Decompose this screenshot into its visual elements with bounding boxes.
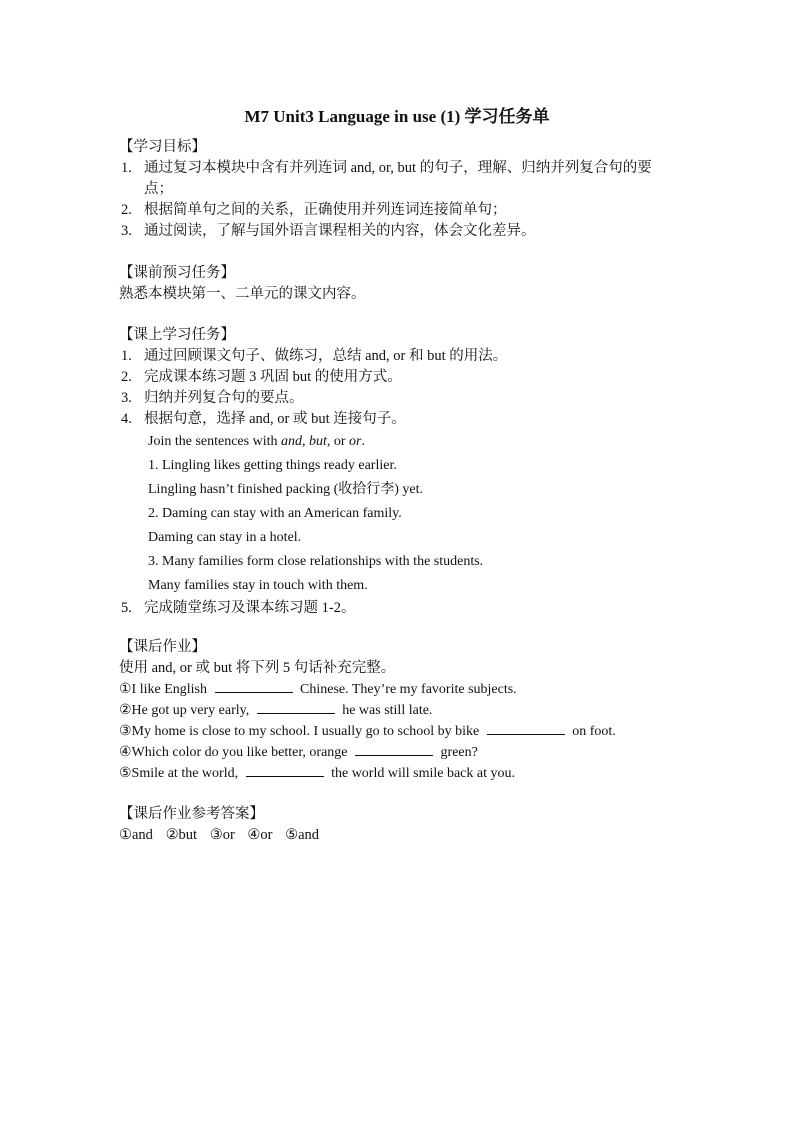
join-sep: ,: [301, 434, 309, 449]
join-sep: , or: [326, 434, 350, 449]
objective-item: [119, 158, 679, 200]
homework-text: the world will smile back at you.: [327, 766, 516, 781]
objective-number: 2.: [121, 202, 132, 218]
answers-list: [119, 825, 679, 846]
page-title: M7 Unit3 Language in use (1) 学习任务单: [244, 107, 550, 126]
homework-text: Chinese. They’re my favorite subjects.: [296, 682, 517, 697]
homework-heading: 【课后作业】: [119, 639, 206, 655]
join-instruction: [119, 430, 679, 454]
classwork-item: [119, 367, 679, 388]
join-word-and: and: [280, 434, 302, 449]
classwork-text: 完成随堂练习及课本练习题 1-2。: [144, 600, 356, 616]
homework-item: [119, 700, 679, 721]
classwork-item: [119, 409, 679, 430]
answers-section: [119, 804, 679, 846]
join-word-or: or: [349, 434, 362, 449]
answer-blank[interactable]: [355, 742, 433, 756]
classwork-section: [119, 325, 679, 619]
homework-item: [119, 679, 679, 700]
answer-item: ③or: [209, 827, 235, 843]
classwork-heading: 【课上学习任务】: [119, 327, 235, 343]
preview-heading: 【课前预习任务】: [119, 265, 235, 281]
homework-text: he was still late.: [338, 703, 433, 718]
homework-text: ⑤Smile at the world,: [119, 766, 242, 781]
homework-item: [119, 763, 679, 784]
objectives-section: [119, 137, 679, 242]
classwork-number: 3.: [121, 390, 132, 406]
preview-text: 熟悉本模块第一、二单元的课文内容。: [119, 286, 366, 302]
homework-section: [119, 637, 679, 784]
classwork-number: 4.: [121, 411, 132, 427]
exercise-sentence: Many families stay in touch with them.: [148, 578, 368, 593]
join-prefix: Join the sentences with: [148, 434, 281, 449]
classwork-number: 1.: [121, 348, 132, 364]
classwork-text: 根据句意，选择 and, or 或 but 连接句子。: [144, 411, 406, 427]
answer-item: ④or: [247, 827, 273, 843]
answer-item: ②but: [165, 827, 198, 843]
homework-text: green?: [437, 745, 478, 760]
exercise-sentence: 3. Many families form close relationships with the students.: [148, 554, 484, 569]
objective-text: 通过复习本模块中含有并列连词 and, or, but 的句子，理解、归纳并列复合句的要点；: [144, 160, 652, 197]
homework-text: ①I like English: [119, 682, 211, 697]
answer-blank[interactable]: [487, 721, 565, 735]
answer-blank[interactable]: [215, 679, 293, 693]
answer-blank[interactable]: [257, 700, 335, 714]
preview-section: [119, 263, 679, 305]
classwork-item: [119, 346, 679, 367]
homework-intro: 使用 and, or 或 but 将下列 5 句话补充完整。: [119, 660, 396, 676]
answers-heading: 【课后作业参考答案】: [119, 806, 264, 822]
classwork-text: 归纳并列复合句的要点。: [144, 390, 304, 406]
classwork-number: 5.: [121, 600, 132, 616]
objective-item: [119, 200, 679, 221]
objective-number: 3.: [121, 223, 132, 239]
exercise-sentence: Daming can stay in a hotel.: [148, 530, 302, 545]
classwork-text: 完成课本练习题 3 巩固 but 的使用方式。: [144, 369, 402, 385]
join-end: .: [361, 434, 365, 449]
homework-text: ③My home is close to my school. I usually go to school by bike: [119, 724, 483, 739]
answer-item: ⑤and: [285, 827, 320, 843]
objective-text: 通过阅读，了解与国外语言课程相关的内容，体会文化差异。: [144, 223, 536, 239]
classwork-text: 通过回顾课文句子、做练习，总结 and, or 和 but 的用法。: [144, 348, 508, 364]
answer-item: ①and: [119, 827, 153, 843]
objectives-heading: 【学习目标】: [119, 139, 206, 155]
objective-number: 1.: [121, 160, 132, 176]
objective-text: 根据简单句之间的关系，正确使用并列连词连接简单句；: [144, 202, 507, 218]
answer-blank[interactable]: [246, 763, 324, 777]
objective-item: [119, 221, 679, 242]
classwork-item: [119, 388, 679, 409]
classwork-number: 2.: [121, 369, 132, 385]
exercise-sentence: Lingling hasn’t finished packing (收拾行李) yet.: [148, 482, 424, 497]
exercise-sentence: 1. Lingling likes getting things ready earlier.: [148, 458, 397, 473]
homework-text: ④Which color do you like better, orange: [119, 745, 352, 760]
homework-item: [119, 721, 679, 742]
homework-text: on foot.: [568, 724, 616, 739]
classwork-item: [119, 598, 679, 619]
homework-item: [119, 742, 679, 763]
homework-text: ②He got up very early,: [119, 703, 253, 718]
join-word-but: but: [308, 434, 327, 449]
exercise-sentence: 2. Daming can stay with an American family.: [148, 506, 402, 521]
